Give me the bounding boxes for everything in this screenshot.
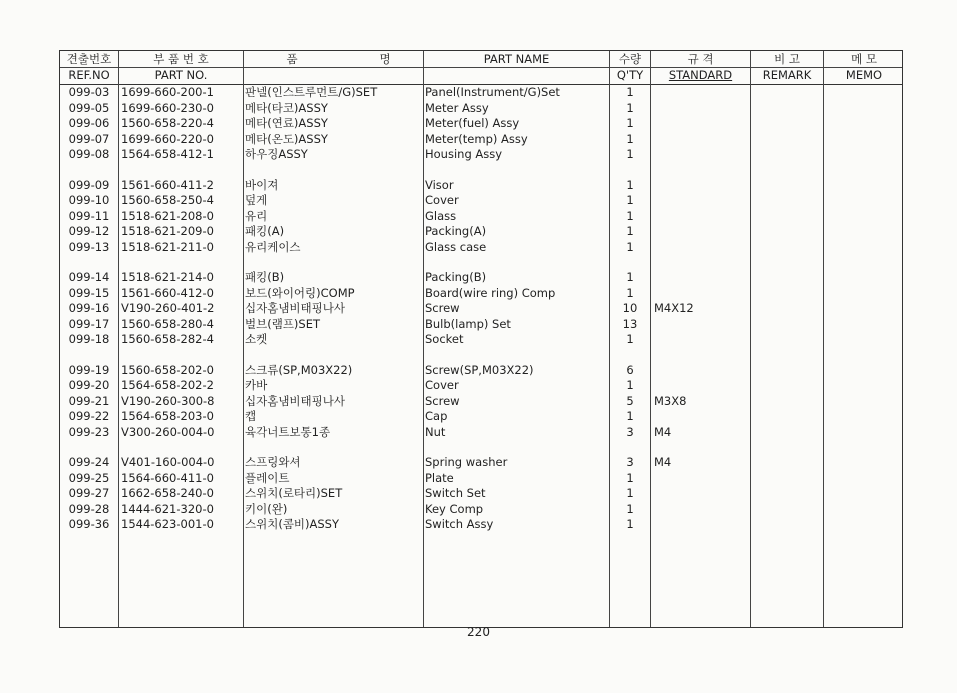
part-no-cell: 1560-658-202-0	[121, 362, 214, 377]
part-name-cell: Meter Assy	[425, 100, 489, 115]
part-no-cell: 1564-660-411-0	[121, 470, 214, 485]
qty-cell: 1	[626, 332, 634, 347]
ref-no-cell: 099-03	[68, 85, 110, 99]
ref-no-cell: 099-11	[68, 208, 110, 223]
korean-name-cell: 스크류(SP,M03X22)	[245, 362, 353, 377]
part-no-cell: 1518-621-208-0	[121, 208, 214, 223]
part-name-cell: Packing(A)	[425, 224, 487, 239]
part-name-cell: Meter(temp) Assy	[425, 131, 528, 146]
korean-name-cell: 스위치(콤비)ASSY	[245, 517, 340, 532]
part-no-cell: 1699-660-200-1	[121, 85, 214, 99]
ref-no-cell: 099-06	[68, 116, 110, 131]
part-name-cell: Screw	[425, 301, 460, 316]
table-row	[60, 363, 902, 379]
part-no-cell: 1564-658-203-0	[121, 409, 214, 424]
part-no-cell: 1561-660-412-0	[121, 285, 214, 300]
header-std-en: STANDARD	[668, 68, 733, 82]
part-name-cell: Board(wire ring) Comp	[425, 285, 556, 300]
ref-no-cell: 099-27	[68, 486, 110, 501]
part-no-cell: 1544-623-001-0	[121, 517, 214, 532]
part-no-cell: V300-260-004-0	[121, 424, 215, 439]
part-name-cell: Cover	[425, 193, 459, 208]
ref-no-cell: 099-25	[68, 470, 110, 485]
korean-name-cell: 메타(타코)ASSY	[245, 100, 328, 115]
header-ref-no-en: REF.NO	[68, 68, 110, 82]
qty-cell: 1	[626, 378, 634, 393]
header-remark-en: REMARK	[762, 68, 812, 82]
parts-table	[59, 50, 903, 628]
table-row	[60, 224, 902, 240]
ref-no-cell: 099-28	[68, 501, 110, 516]
table-row	[60, 147, 902, 163]
qty-cell: 1	[626, 517, 634, 532]
qty-cell: 1	[626, 116, 634, 131]
part-name-cell: Meter(fuel) Assy	[425, 116, 520, 131]
table-row	[60, 178, 902, 194]
table-row	[60, 332, 902, 348]
ref-no-cell: 099-14	[68, 270, 110, 284]
qty-cell: 1	[626, 224, 634, 239]
korean-name-cell: 스프링와셔	[245, 455, 301, 469]
part-no-cell: 1662-658-240-0	[121, 486, 214, 501]
ref-no-cell: 099-10	[68, 193, 110, 208]
standard-cell: M4X12	[654, 301, 694, 316]
part-no-cell: 1560-658-280-4	[121, 316, 214, 331]
part-no-cell: 1699-660-220-0	[121, 131, 214, 146]
standard-cell: M4	[654, 455, 672, 469]
korean-name-cell: 벌브(램프)SET	[245, 316, 320, 331]
table-row	[60, 101, 902, 117]
korean-name-cell: 덮게	[245, 193, 268, 208]
qty-cell: 1	[626, 270, 634, 284]
table-row	[60, 270, 902, 286]
header-part-no-kr: 부 품 번 호	[153, 52, 209, 66]
table-row	[60, 193, 902, 209]
qty-cell: 1	[626, 131, 634, 146]
table-row	[60, 486, 902, 502]
korean-name-cell: 카바	[245, 378, 268, 393]
header-qty-en: Q'TY	[616, 68, 644, 82]
korean-name-cell: 판넬(인스트루먼트/G)SET	[245, 85, 378, 99]
qty-cell: 6	[626, 362, 634, 377]
table-row	[60, 471, 902, 487]
table-row	[60, 394, 902, 410]
ref-no-cell: 099-24	[68, 455, 110, 469]
table-header	[60, 51, 902, 85]
part-name-cell: Cap	[425, 409, 448, 424]
part-name-cell: Spring washer	[425, 455, 508, 469]
ref-no-cell: 099-05	[68, 100, 110, 115]
qty-cell: 1	[626, 239, 634, 254]
header-part-name-en: PART NAME	[483, 52, 550, 66]
ref-no-cell: 099-22	[68, 409, 110, 424]
table-row	[60, 502, 902, 518]
part-name-cell: Panel(Instrument/G)Set	[425, 85, 560, 99]
part-name-cell: Switch Set	[425, 486, 486, 501]
header-memo-en: MEMO	[845, 68, 883, 82]
ref-no-cell: 099-23	[68, 424, 110, 439]
qty-cell: 1	[626, 409, 634, 424]
korean-name-cell: 패킹(A)	[245, 224, 285, 239]
part-no-cell: 1518-621-214-0	[121, 270, 214, 284]
part-name-cell: Nut	[425, 424, 446, 439]
header-remark-kr: 비 고	[774, 52, 800, 66]
qty-cell: 1	[626, 100, 634, 115]
part-name-cell: Key Comp	[425, 501, 484, 516]
table-row	[60, 116, 902, 132]
part-name-cell: Housing Assy	[425, 147, 503, 162]
table-row	[60, 240, 902, 256]
korean-name-cell: 캡	[245, 409, 257, 424]
standard-cell: M4	[654, 424, 672, 439]
part-name-cell: Glass	[425, 208, 457, 223]
part-no-cell: 1560-658-250-4	[121, 193, 214, 208]
qty-cell: 1	[626, 285, 634, 300]
korean-name-cell: 하우징ASSY	[245, 147, 308, 162]
part-no-cell: V190-260-300-8	[121, 393, 215, 408]
qty-cell: 5	[626, 393, 634, 408]
qty-cell: 1	[626, 208, 634, 223]
part-no-cell: 1564-658-202-2	[121, 378, 214, 393]
table-row	[60, 85, 902, 101]
ref-no-cell: 099-21	[68, 393, 110, 408]
part-name-cell: Plate	[425, 470, 454, 485]
qty-cell: 1	[626, 85, 634, 99]
korean-name-cell: 스위치(로타리)SET	[245, 486, 343, 501]
qty-cell: 10	[622, 301, 638, 316]
part-name-cell: Switch Assy	[425, 517, 494, 532]
part-name-cell: Packing(B)	[425, 270, 487, 284]
page-number: 220	[467, 625, 490, 639]
korean-name-cell: 십자홈냄비태핑나사	[245, 301, 345, 316]
ref-no-cell: 099-08	[68, 147, 110, 162]
header-std-kr: 규 격	[687, 52, 714, 66]
header-ref-no-kr: 견출번호	[66, 52, 112, 66]
table-row	[60, 425, 902, 441]
part-no-cell: 1564-658-412-1	[121, 147, 214, 162]
korean-name-cell: 십자홈냄비태핑나사	[245, 393, 345, 408]
part-name-cell: Screw(SP,M03X22)	[425, 362, 534, 377]
korean-name-cell: 바이져	[245, 177, 279, 192]
qty-cell: 1	[626, 193, 634, 208]
part-no-cell: 1699-660-230-0	[121, 100, 214, 115]
part-no-cell: V401-160-004-0	[121, 455, 215, 469]
table-row	[60, 317, 902, 333]
part-no-cell: 1518-621-209-0	[121, 224, 214, 239]
qty-cell: 1	[626, 501, 634, 516]
part-no-cell: 1518-621-211-0	[121, 239, 214, 254]
qty-cell: 1	[626, 177, 634, 192]
qty-cell: 3	[626, 455, 634, 469]
table-row	[60, 409, 902, 425]
qty-cell: 1	[626, 470, 634, 485]
korean-name-cell: 육각너트보통1종	[245, 424, 331, 439]
table-row	[60, 132, 902, 148]
ref-no-cell: 099-12	[68, 224, 110, 239]
table-row	[60, 209, 902, 225]
korean-name-cell: 메타(연료)ASSY	[245, 116, 328, 131]
qty-cell: 13	[622, 316, 638, 331]
table-row	[60, 455, 902, 471]
header-memo-kr: 메 모	[851, 52, 877, 66]
table-row	[60, 517, 902, 533]
korean-name-cell: 보드(와이어링)COMP	[245, 285, 355, 300]
qty-cell: 3	[626, 424, 634, 439]
korean-name-cell: 플레이트	[245, 470, 290, 485]
ref-no-cell: 099-36	[68, 517, 110, 532]
part-name-cell: Visor	[425, 177, 454, 192]
korean-name-cell: 소켓	[245, 332, 268, 347]
ref-no-cell: 099-20	[68, 378, 110, 393]
part-name-cell: Socket	[425, 332, 464, 347]
part-no-cell: V190-260-401-2	[121, 301, 215, 316]
ref-no-cell: 099-07	[68, 131, 110, 146]
korean-name-cell: 메타(온도)ASSY	[245, 131, 328, 146]
ref-no-cell: 099-17	[68, 316, 110, 331]
header-name-kr-2: 명	[379, 52, 391, 66]
table-row	[60, 301, 902, 317]
part-no-cell: 1444-621-320-0	[121, 501, 214, 516]
part-name-cell: Cover	[425, 378, 459, 393]
korean-name-cell: 유리	[245, 208, 268, 223]
qty-cell: 1	[626, 147, 634, 162]
header-qty-kr: 수량	[618, 52, 642, 66]
korean-name-cell: 키이(완)	[245, 501, 288, 516]
part-name-cell: Bulb(lamp) Set	[425, 316, 511, 331]
table-row	[60, 286, 902, 302]
table-row	[60, 378, 902, 394]
korean-name-cell: 유리케이스	[245, 239, 301, 254]
part-no-cell: 1560-658-282-4	[121, 332, 214, 347]
ref-no-cell: 099-15	[68, 285, 110, 300]
korean-name-cell: 패킹(B)	[245, 270, 285, 284]
header-part-no-en: PART NO.	[154, 68, 208, 82]
ref-no-cell: 099-18	[68, 332, 110, 347]
ref-no-cell: 099-19	[68, 362, 110, 377]
ref-no-cell: 099-09	[68, 177, 110, 192]
part-no-cell: 1561-660-411-2	[121, 177, 214, 192]
ref-no-cell: 099-16	[68, 301, 110, 316]
ref-no-cell: 099-13	[68, 239, 110, 254]
header-name-kr-1: 품	[286, 52, 298, 66]
part-no-cell: 1560-658-220-4	[121, 116, 214, 131]
qty-cell: 1	[626, 486, 634, 501]
part-name-cell: Screw	[425, 393, 460, 408]
part-name-cell: Glass case	[425, 239, 487, 254]
standard-cell: M3X8	[654, 393, 687, 408]
